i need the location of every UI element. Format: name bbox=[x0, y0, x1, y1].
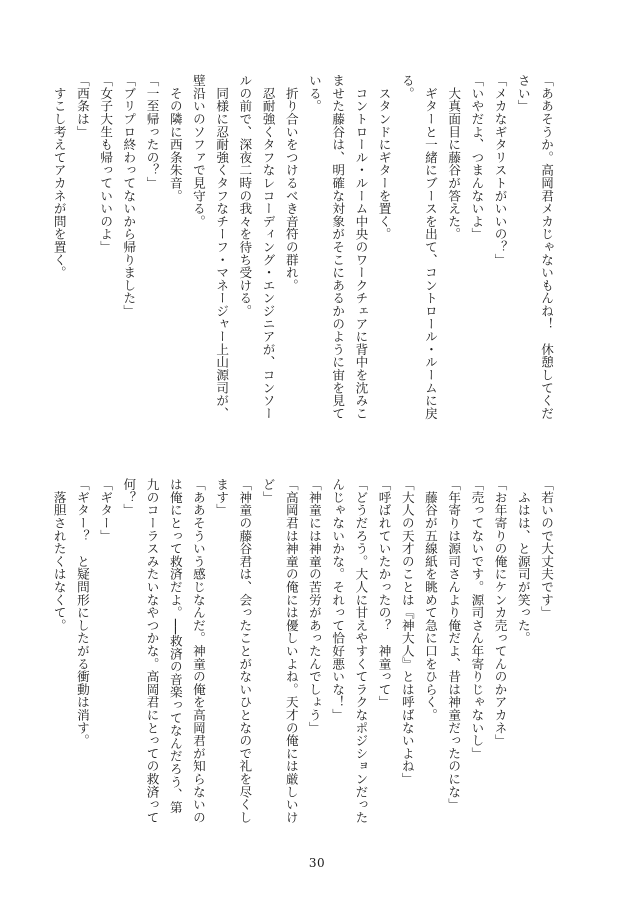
text-line: 「神童の藤谷君は、会ったことがないひとなので礼を尽くし bbox=[237, 478, 253, 824]
text-line: すこし考えてアカネが問を置く。 bbox=[51, 74, 67, 279]
text-line: 「メカなギタリストがいいの？」 bbox=[492, 74, 508, 266]
text-line: 藤谷が五線紙を眺めて急に口をひらく。 bbox=[422, 478, 438, 722]
text-line: 「一至帰ったの？」 bbox=[144, 74, 160, 190]
text-line: 壁沿いのソファで見守る。 bbox=[190, 74, 206, 228]
text-line: 「ギター？ と疑問形にしたがる衝動は消す。 bbox=[74, 478, 90, 747]
text-line: ませた藤谷は、明確な対象がそこにあるかのように宙を見て bbox=[330, 74, 346, 420]
text-line: 同様に忍耐強くタフなチーフ・マネージャー上山源司が、 bbox=[214, 74, 230, 420]
page-number: 30 bbox=[308, 856, 326, 870]
text-line: ふはは、と源司が笑った。 bbox=[515, 478, 531, 645]
text-line: 「西条は」 bbox=[74, 74, 90, 138]
text-line: 「ギター」 bbox=[98, 478, 114, 542]
lower-text-block bbox=[48, 478, 558, 836]
text-line: ど」 bbox=[260, 478, 276, 504]
text-line: 「売ってないです。源司さん年寄りじゃないし」 bbox=[469, 478, 485, 760]
text-line: 九のコーラスみたいなやつかな。高岡君にとっての救済って bbox=[144, 478, 160, 824]
text-line: 「ああそういう感じなんだ。神童の俺を高岡君が知らないの bbox=[190, 478, 206, 824]
text-line: いる。 bbox=[306, 74, 322, 113]
text-line: 「女子大生も帰っていいのよ」 bbox=[98, 74, 114, 254]
text-line: 何？」 bbox=[121, 478, 137, 517]
text-line: その隣に西条朱音。 bbox=[167, 74, 183, 202]
text-line: る。 bbox=[399, 74, 415, 100]
text-line: 折り合いをつけるべき音符の群れ。 bbox=[283, 74, 299, 292]
text-line: 「神童には神童の苦労があったんでしょう」 bbox=[306, 478, 322, 734]
text-line: ギターと一緒にブースを出て、コントロール・ルームに戻 bbox=[422, 74, 438, 420]
text-line: は俺にとって救済だよ。──救済の音楽ってなんだろう、第 bbox=[167, 478, 183, 814]
text-line: 「呼ばれていたかったの？ 神童って」 bbox=[376, 478, 392, 709]
text-line: ルの前で、深夜二時の我々を待ち受ける。 bbox=[237, 74, 253, 318]
text-line: んじゃないかな。それって恰好悪いな！」 bbox=[330, 478, 346, 722]
text-line: 「若いので大丈夫です」 bbox=[539, 478, 554, 619]
text-line: 大真面目に藤谷が答えた。 bbox=[446, 74, 462, 241]
text-line: 「大人の天才のことは『神大人』とは呼ばないよね」 bbox=[399, 478, 415, 786]
text-line: 「ブリプロ終わってないから帰りました」 bbox=[121, 74, 137, 318]
text-line: さい」 bbox=[515, 74, 531, 113]
text-line: 「いやだよ、つまんないよ」 bbox=[469, 74, 485, 241]
text-line: 忍耐強くタフなレコーディング・エンジニアが、コンソー bbox=[260, 74, 276, 420]
upper-text-block bbox=[48, 74, 558, 454]
text-line: ます」 bbox=[214, 478, 230, 517]
text-line: コントロール・ルーム中央のワークチェアに背中を沈みこ bbox=[353, 74, 369, 420]
text-line: 「お年寄りの俺にケンカ売ってんのかアカネ」 bbox=[492, 478, 508, 747]
text-line: 「年寄りは源司さんより俺だよ、昔は神童だったのにな」 bbox=[446, 478, 462, 811]
text-line: 「ああそうか。高岡君メカじゃないもんね！ 休憩してくだ bbox=[539, 74, 554, 420]
text-line: 「どうだろう。大人に甘えやすくてラクなポジションだった bbox=[353, 478, 369, 824]
text-line: スタンドにギターを置く。 bbox=[376, 74, 392, 241]
text-line: 落胆されたくはなくて。 bbox=[51, 478, 67, 632]
text-line: 「高岡君は神童の俺には優しいよね。天才の俺には厳しいけ bbox=[283, 478, 299, 824]
